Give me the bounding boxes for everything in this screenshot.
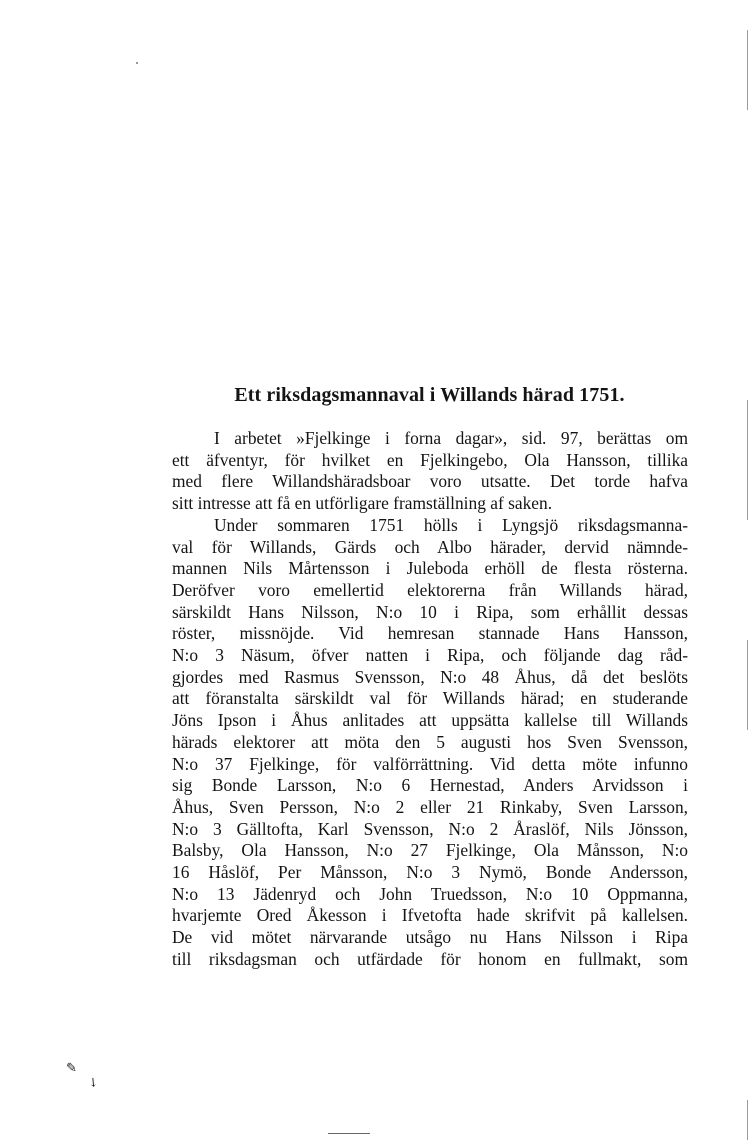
text-line: med flere Willandshäradsboar voro utsatte. Det torde hafva	[172, 471, 688, 492]
text-line: Balsby, Ola Hansson, N:o 27 Fjelkinge, Ola Månsson, N:o	[172, 840, 688, 861]
page-edge	[747, 0, 749, 1145]
text-line: röster, missnöjde. Vid hemresan stannade Hans Hansson,	[172, 623, 688, 644]
text-line: att föranstalta särskildt val för Willands härad; en studerande	[172, 688, 688, 709]
text-line: hvarjemte Ored Åkesson i Ifvetofta hade skrifvit på kallelsen.	[172, 905, 688, 926]
text-line: särskildt Hans Nilsson, N:o 10 i Ripa, som erhållit dessas	[172, 601, 688, 622]
article-body	[172, 428, 688, 971]
bottom-rule	[328, 1133, 370, 1134]
text-line: ett äfventyr, för hvilket en Fjelkingebo, Ola Hansson, tillika	[172, 449, 688, 470]
text-line: sig Bonde Larsson, N:o 6 Hernestad, Anders Arvidsson i	[172, 775, 688, 796]
text-line: sitt intresse att få en utförligare framställning af saken.	[172, 493, 553, 514]
text-line: N:o 3 Gälltofta, Karl Svensson, N:o 2 Åraslöf, Nils Jönsson,	[172, 818, 688, 839]
paragraph-1	[172, 428, 688, 515]
article-title: Ett riksdagsmannaval i Willands härad 1751.	[234, 384, 625, 406]
text-line: val för Willands, Gärds och Albo härader, dervid nämnde-	[172, 536, 688, 557]
text-line: härads elektorer att möta den 5 augusti hos Sven Svensson,	[172, 731, 688, 752]
margin-mark: ↘	[84, 1073, 102, 1091]
text-line: Deröfver voro emellertid elektorerna från Willands härad,	[172, 579, 688, 600]
text-line: N:o 37 Fjelkinge, för valförrättning. Vid detta möte infunno	[172, 753, 688, 774]
paragraph-2	[172, 515, 688, 971]
text-line: mannen Nils Mårtensson i Juleboda erhöll de flesta rösterna.	[172, 558, 688, 579]
text-line: Under sommaren 1751 hölls i Lyngsjö riksdagsmanna-	[214, 514, 688, 535]
text-line: N:o 13 Jädenryd och John Truedsson, N:o 10 Oppmanna,	[172, 883, 688, 904]
text-line: Åhus, Sven Persson, N:o 2 eller 21 Rinkaby, Sven Larsson,	[172, 796, 688, 817]
text-line: 16 Håslöf, Per Månsson, N:o 3 Nymö, Bonde Andersson,	[172, 862, 688, 883]
text-line: gjordes med Rasmus Svensson, N:o 48 Åhus, då det beslöts	[172, 666, 688, 687]
text-line: N:o 3 Näsum, öfver natten i Ripa, och följande dag råd-	[172, 645, 688, 666]
text-line: Jöns Ipson i Åhus anlitades att uppsätta kallelse till Willands	[172, 710, 688, 731]
margin-mark: ✎	[66, 1060, 77, 1075]
text-line: I arbetet »Fjelkinge i forna dagar», sid. 97, berättas om	[214, 428, 688, 448]
speck	[136, 62, 138, 64]
text-line: De vid mötet närvarande utsågo nu Hans Nilsson i Ripa	[172, 927, 688, 948]
text-line: till riksdagsman och utfärdade för honom en fullmakt, som	[172, 948, 688, 969]
